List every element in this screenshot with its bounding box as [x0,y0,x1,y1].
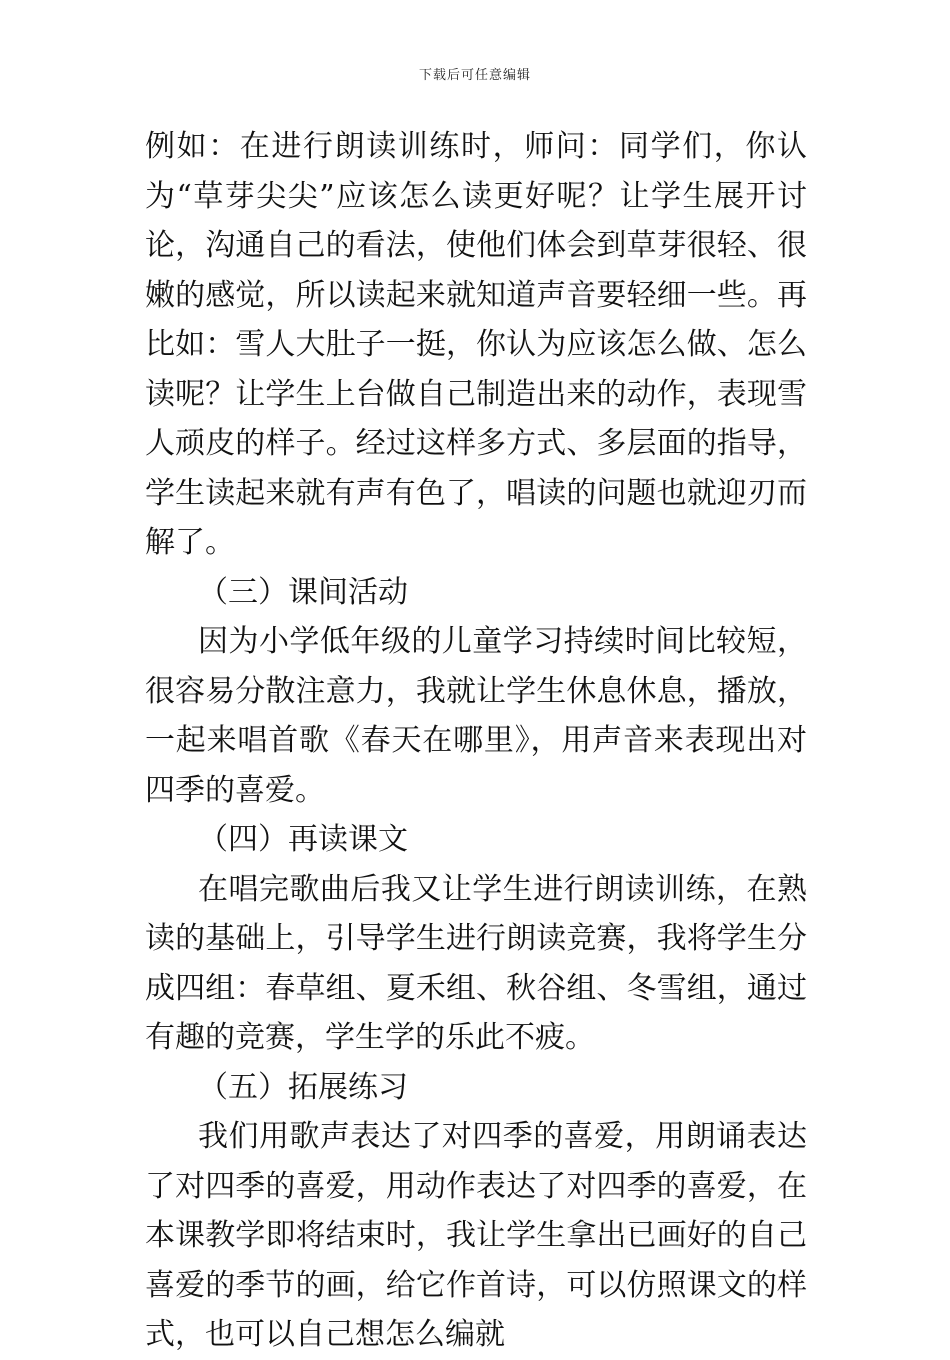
paragraph-reread-text: 在唱完歌曲后我又让学生进行朗读训练，在熟读的基础上，引导学生进行朗读竞赛，我将学生分成四组：春草组、夏禾组、秋谷组、冬雪组，通过有趣的竞赛，学生学的乐此不疲。 [145,871,807,1055]
paragraph-break-activity: 因为小学低年级的儿童学习持续时间比较短，很容易分散注意力，我就让学生休息休息，播放，一起来唱首歌《春天在哪里》，用声音来表现出对四季的喜爱。 [145,624,807,808]
section-heading-extension-practice: （五）拓展练习 [198,1069,408,1105]
paragraph-reading-example: 例如：在进行朗读训练时，师问：同学们，你认为“草芽尖尖”应该怎么读更好呢？让学生展开讨论，沟通自己的看法，使他们体会到草芽很轻、很嫩的感觉，所以读起来就知道声音要轻细一些。再比如：雪人大肚子一挺，你认为应该怎么做、怎么读呢？让学生上台做自己制造出来的动作，表现雪人顽皮的样子。经过这样多方式、多层面的指导，学生读起来就有声有色了，唱读的问题也就迎刃而解了。 [145,129,807,560]
document-body [145,122,807,1360]
section-heading-reread-text: （四）再读课文 [198,822,408,857]
paragraph-extension-practice: 我们用歌声表达了对四季的喜爱，用朗诵表达了对四季的喜爱，用动作表达了对四季的喜爱，在本课教学即将结束时，我让学生拿出已画好的自己喜爱的季节的画，给它作首诗，可以仿照课文的样式，也可以自己想怎么编就 [145,1119,807,1352]
section-heading-break-activity: （三）课间活动 [198,574,408,610]
page-header: 下载后可任意编辑 [418,68,531,83]
